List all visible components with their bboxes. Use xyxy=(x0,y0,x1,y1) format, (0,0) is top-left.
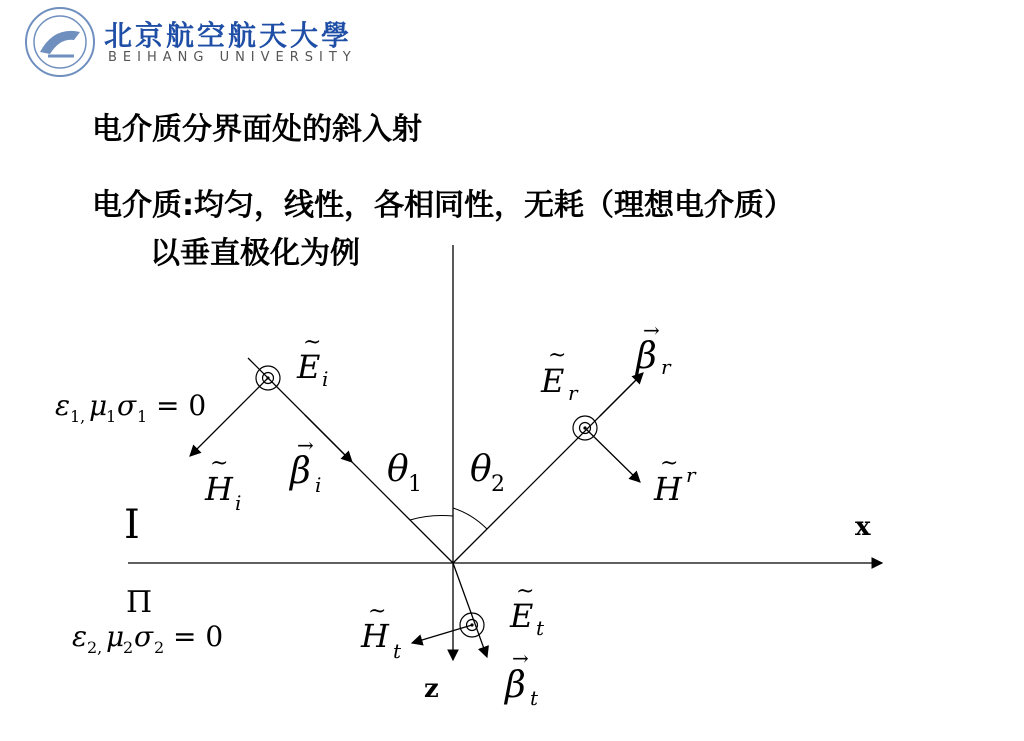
sigma2-equals-zero: = 0 xyxy=(173,620,224,653)
x-axis-label: x xyxy=(855,512,871,542)
slide-title: 电介质分界面处的斜入射 xyxy=(92,112,422,147)
h-t-label xyxy=(360,599,402,663)
theta2-label xyxy=(470,449,505,497)
h-t-tilde: ~ xyxy=(368,599,387,624)
theta2-symbol: θ xyxy=(470,449,492,490)
theta1-subscript: 1 xyxy=(408,472,422,497)
mu1-symbol: μ xyxy=(89,389,108,422)
e-t-symbol: E xyxy=(510,597,534,635)
theta2-subscript: 2 xyxy=(491,472,505,497)
e-r-out-of-page-symbol xyxy=(573,416,597,440)
beta-i-subscript: i xyxy=(315,473,322,497)
transmitted-ray xyxy=(453,563,487,657)
beta-i-vector-arrow: → xyxy=(297,433,314,457)
h-r-label xyxy=(653,451,697,508)
sigma2-subscript: 2 xyxy=(154,638,165,657)
e-r-tilde: ~ xyxy=(548,343,567,368)
e-r-label xyxy=(540,343,579,405)
theta2-arc xyxy=(453,508,487,529)
sigma2-symbol: σ xyxy=(134,620,154,653)
e-i-label xyxy=(296,330,328,391)
e-i-subscript: i xyxy=(322,367,329,391)
beta-t-subscript: t xyxy=(530,686,539,710)
sigma1-equals-zero: = 0 xyxy=(156,389,207,422)
e-i-symbol: E xyxy=(297,348,321,386)
mu2-symbol: μ xyxy=(106,620,125,653)
beta-i-label xyxy=(288,433,321,497)
university-name-en: BEIHANG UNIVERSITY xyxy=(108,50,357,65)
theta1-label xyxy=(387,449,422,497)
e-t-tilde: ~ xyxy=(516,579,535,604)
e-r-subscript: r xyxy=(568,381,578,405)
h-t-symbol: H xyxy=(361,617,389,655)
beta-t-label xyxy=(503,646,539,710)
eps1-subscript: 1, xyxy=(70,407,86,426)
beta-r-arrow xyxy=(600,373,643,416)
eps1-symbol: ε xyxy=(55,389,71,422)
h-i-subscript: i xyxy=(235,491,242,515)
region-2-label: Π xyxy=(126,585,153,620)
h-i-tilde: ~ xyxy=(210,451,229,476)
mu2-subscript: 2 xyxy=(123,638,134,657)
polarization-note: 以垂直极化为例 xyxy=(150,236,360,271)
beta-i-symbol: β xyxy=(290,451,311,492)
medium-1-params xyxy=(55,389,206,426)
h-t-arrow xyxy=(412,625,472,643)
h-i-label xyxy=(204,451,241,515)
h-r-symbol: H xyxy=(654,470,682,508)
sigma1-subscript: 1 xyxy=(137,407,148,426)
theta1-arc xyxy=(410,516,453,521)
e-t-label xyxy=(509,579,545,640)
z-axis-label: z xyxy=(424,674,439,704)
beta-r-label xyxy=(634,318,672,379)
university-name-cn: 北京航空航天大學 xyxy=(104,19,353,52)
e-i-out-of-page-symbol xyxy=(256,366,280,390)
eps2-subscript: 2, xyxy=(87,638,103,657)
h-t-subscript: t xyxy=(393,639,402,663)
beta-r-symbol: β xyxy=(636,336,657,377)
medium-2-params xyxy=(72,620,223,657)
h-i-symbol: H xyxy=(205,470,233,508)
sigma1-symbol: σ xyxy=(117,389,137,422)
mu1-subscript: 1 xyxy=(106,407,117,426)
beta-r-subscript: r xyxy=(661,355,671,379)
beta-t-symbol: β xyxy=(505,665,526,706)
h-r-tilde: ~ xyxy=(660,451,679,476)
beta-t-vector-arrow: → xyxy=(512,646,529,670)
e-i-tilde: ~ xyxy=(303,330,322,355)
h-r-superscript: r xyxy=(686,463,696,487)
e-r-symbol: E xyxy=(541,362,565,400)
e-t-subscript: t xyxy=(536,616,545,640)
medium-description: 电介质:均匀，线性，各相同性，无耗（理想电介质） xyxy=(92,188,794,223)
region-1-label: I xyxy=(124,502,140,548)
eps2-symbol: ε xyxy=(72,620,88,653)
theta1-symbol: θ xyxy=(387,449,409,490)
beta-r-vector-arrow: → xyxy=(643,318,660,342)
